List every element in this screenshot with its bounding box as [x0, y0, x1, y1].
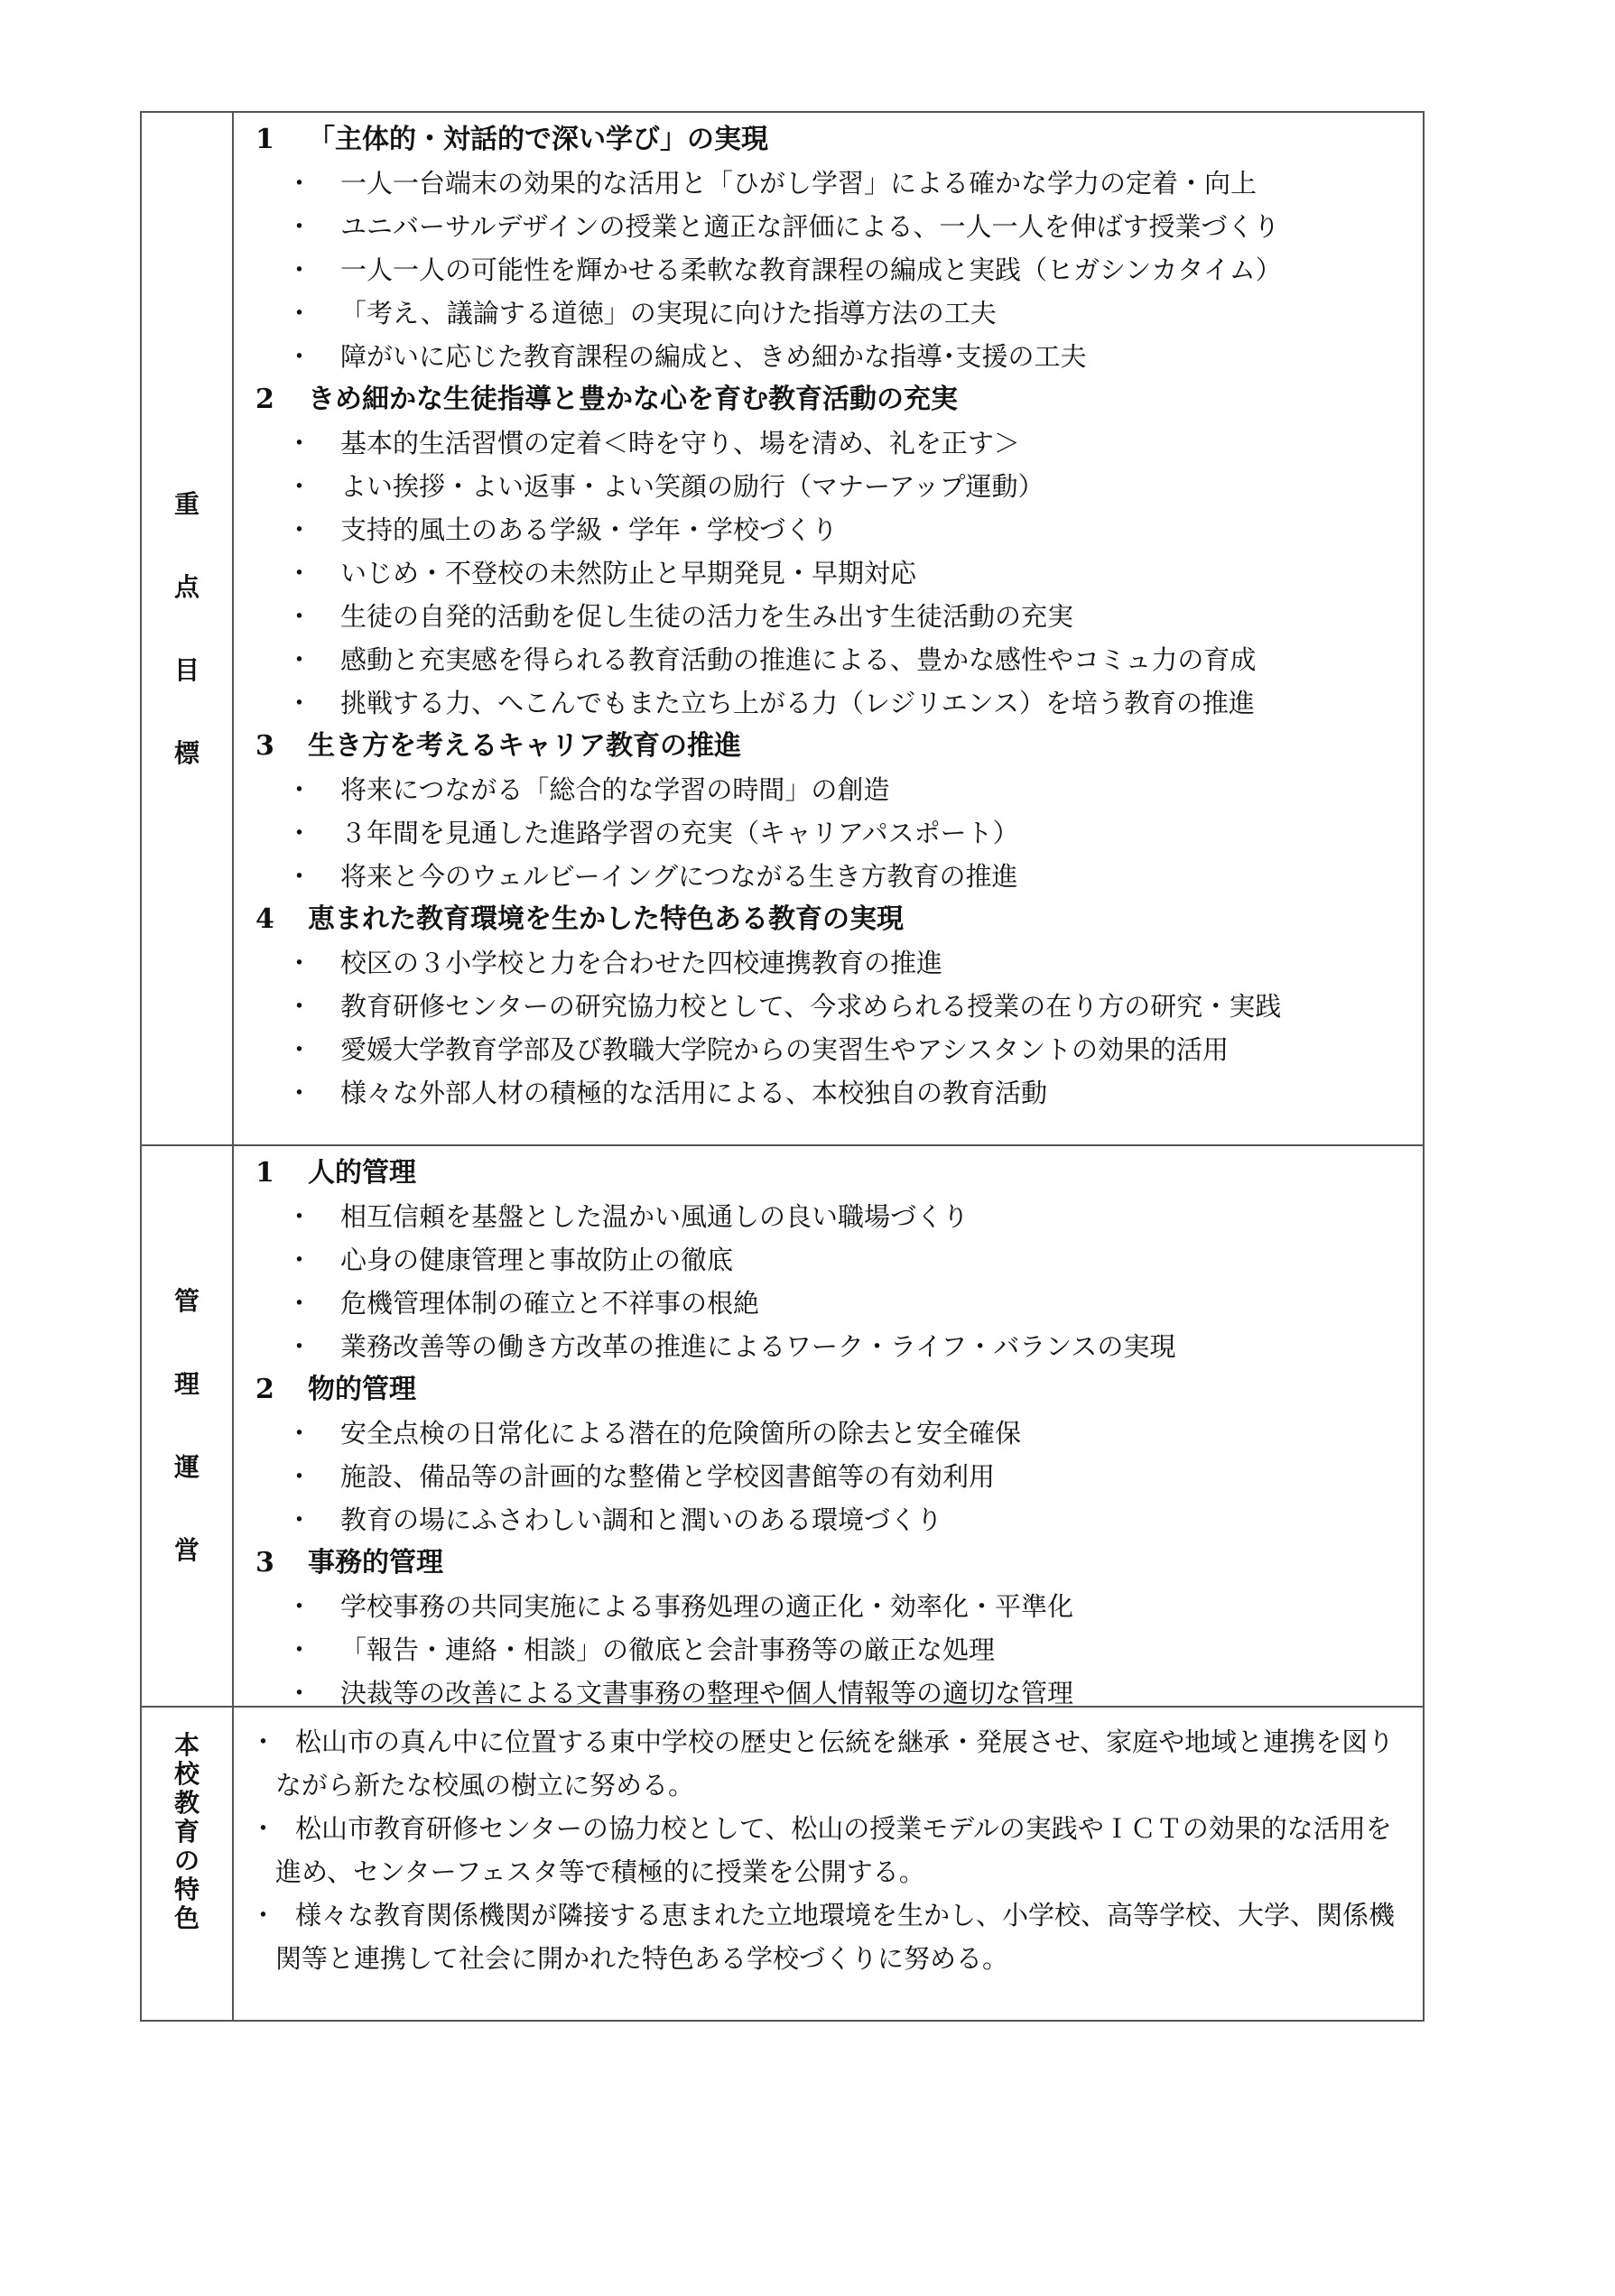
bullet-mark: ・: [286, 774, 313, 805]
label-char: 特: [173, 1875, 200, 1904]
bullet-mark: ・: [286, 818, 313, 848]
bullet-mark: ・: [286, 1331, 313, 1362]
heading-number: 1: [255, 1157, 274, 1189]
list-item: [255, 508, 1405, 551]
management-list: [234, 1146, 1423, 1706]
list-item: [255, 1628, 1405, 1671]
label-char: 営: [173, 1535, 200, 1565]
list-item: [255, 248, 1405, 292]
list-item: [255, 1585, 1405, 1628]
list-item: [255, 162, 1405, 205]
bullet-mark: ・: [286, 1245, 313, 1275]
section-heading: [255, 1368, 1405, 1412]
label-char: 管: [173, 1286, 200, 1316]
list-item-text: 様々な外部人材の積極的な活用による、本校独自の教育活動: [340, 1078, 1048, 1108]
list-item-text: ３年間を見通した進路学習の充実（キャリアパスポート）: [340, 818, 1019, 848]
label-char: 標: [173, 737, 200, 768]
label-cell-management: [141, 1145, 233, 1707]
bullet-mark: ・: [286, 1678, 313, 1708]
bullet-mark: ・: [286, 601, 313, 632]
list-item-text: 生徒の自発的活動を促し生徒の活力を生み出す生徒活動の充実: [340, 601, 1074, 632]
list-item: [255, 1238, 1405, 1282]
bullet-mark: ・: [286, 861, 313, 892]
bullet-mark: ・: [286, 1034, 313, 1065]
bullet-mark: ・: [286, 558, 313, 588]
bullet-mark: ・: [286, 1078, 313, 1108]
goals-list: [234, 113, 1423, 1144]
section-heading: [255, 1152, 1405, 1195]
label-char: の: [173, 1846, 200, 1875]
heading-number: 3: [255, 1547, 274, 1578]
list-item: [255, 638, 1405, 681]
list-item: [255, 1028, 1405, 1071]
list-item: [255, 595, 1405, 638]
row-management: [141, 1145, 1424, 1707]
heading-title: きめ細かな生徒指導と豊かな心を育む教育活動の充実: [308, 384, 958, 415]
bullet-mark: ・: [286, 991, 313, 1022]
section-heading: [255, 118, 1405, 162]
feature-text: 松山市教育研修センターの協力校として、松山の授業モデルの実践やＩＣＴの効果的な活用を進め、センターフェスタ等で積極的に授業を公開する。: [275, 1813, 1392, 1887]
label-char: 運: [173, 1452, 200, 1482]
list-item-text: 学校事務の共同実施による事務処理の適正化・効率化・平準化: [340, 1591, 1074, 1622]
list-item-text: 将来につながる「総合的な学習の時間」の創造: [340, 774, 890, 805]
bullet-mark: ・: [286, 644, 313, 675]
list-item: [255, 985, 1405, 1028]
content-cell-key-goals: [233, 112, 1424, 1145]
content-cell-management: [233, 1145, 1424, 1707]
content-cell-features: [233, 1707, 1424, 2021]
list-item: [255, 941, 1405, 985]
bullet-mark: ・: [286, 1461, 313, 1492]
label-cell-features: [141, 1707, 233, 2021]
label-char: 点: [173, 571, 200, 602]
vertical-label-features: [142, 1731, 232, 1933]
list-item-text: 施設、備品等の計画的な整備と学校図書館等の有効利用: [340, 1461, 996, 1492]
bullet-mark: ・: [286, 948, 313, 978]
section-heading: [255, 378, 1405, 421]
list-item-text: 愛媛大学教育学部及び教職大学院からの実習生やアシスタントの効果的活用: [340, 1034, 1229, 1065]
heading-number: 1: [255, 124, 274, 155]
label-cell-key-goals: [141, 112, 233, 1145]
list-item-text: 業務改善等の働き方改革の推進によるワーク・ライフ・バランスの実現: [340, 1331, 1176, 1362]
bullet-mark: ・: [286, 168, 313, 199]
bullet-mark: ・: [250, 1813, 277, 1844]
list-item-text: 校区の３小学校と力を合わせた四校連携教育の推進: [340, 948, 943, 978]
label-char: 本: [173, 1730, 200, 1760]
list-item-text: 危機管理体制の確立と不祥事の根絶: [340, 1288, 760, 1319]
list-item: [255, 1325, 1405, 1368]
heading-number: 2: [255, 384, 274, 415]
label-char: 校: [173, 1759, 200, 1789]
list-item-text: 相互信頼を基盤とした温かい風通しの良い職場づくり: [340, 1201, 970, 1232]
feature-item: [250, 1720, 1401, 1807]
feature-text: 松山市の真ん中に位置する東中学校の歴史と伝統を継承・発展させ、家庭や地域と連携を図りながら新たな校風の樹立に努める。: [275, 1727, 1395, 1801]
list-item: [255, 1498, 1405, 1541]
section-heading: [255, 725, 1405, 768]
bullet-mark: ・: [286, 341, 313, 372]
list-item: [255, 551, 1405, 595]
heading-title: 「主体的・対話的で深い学び」の実現: [308, 124, 768, 155]
section-heading: [255, 898, 1405, 941]
bullet-mark: ・: [286, 1418, 313, 1449]
label-char: 色: [173, 1903, 200, 1933]
list-item-text: 一人一人の可能性を輝かせる柔軟な教育課程の編成と実践（ヒガシンカタイム）: [340, 255, 1282, 285]
list-item-text: いじめ・不登校の未然防止と早期発見・早期対応: [340, 558, 917, 588]
list-item-text: 基本的生活習慣の定着＜時を守り、場を清め、礼を正す＞: [340, 428, 1020, 458]
list-item-text: 障がいに応じた教育課程の編成と、きめ細かな指導･支援の工夫: [340, 341, 1087, 372]
list-item-text: 安全点検の日常化による潜在的危険箇所の除去と安全確保: [340, 1418, 1022, 1449]
bullet-mark: ・: [286, 471, 313, 502]
list-item: [255, 811, 1405, 855]
list-item: [255, 421, 1405, 465]
list-item: [255, 1455, 1405, 1498]
feature-item: [250, 1893, 1401, 1980]
list-item-text: 「報告・連絡・相談」の徹底と会計事務等の厳正な処理: [340, 1634, 996, 1665]
heading-title: 生き方を考えるキャリア教育の推進: [308, 730, 741, 762]
heading-number: 4: [255, 903, 274, 935]
bullet-mark: ・: [286, 1504, 313, 1535]
list-item-text: ユニバーサルデザインの授業と適正な評価による、一人一人を伸ばす授業づくり: [340, 211, 1280, 242]
bullet-mark: ・: [286, 428, 313, 458]
heading-title: 物的管理: [308, 1374, 416, 1405]
list-item: [255, 292, 1405, 335]
bullet-mark: ・: [250, 1900, 277, 1930]
list-item: [255, 465, 1405, 508]
list-item: [255, 681, 1405, 725]
list-item-text: 感動と充実感を得られる教育活動の推進による、豊かな感性やコミュ力の育成: [340, 644, 1257, 675]
list-item-text: 挑戦する力、へこんでもまた立ち上がる力（レジリエンス）を培う教育の推進: [340, 688, 1255, 718]
list-item-text: よい挨拶・よい返事・よい笑顔の励行（マナーアップ運動）: [340, 471, 1044, 502]
label-char: 教: [173, 1788, 200, 1818]
heading-title: 恵まれた教育環境を生かした特色ある教育の実現: [308, 903, 904, 935]
section-heading: [255, 1541, 1405, 1585]
bullet-mark: ・: [286, 514, 313, 545]
feature-item: [250, 1807, 1401, 1893]
list-item-text: 支持的風土のある学級・学年・学校づくり: [340, 514, 839, 545]
list-item-text: 心身の健康管理と事故防止の徹底: [340, 1245, 734, 1275]
list-item-text: 一人一台端末の効果的な活用と「ひがし学習」による確かな学力の定着・向上: [340, 168, 1258, 199]
list-item-text: 将来と今のウェルビーイングにつながる生き方教育の推進: [340, 861, 1018, 892]
list-item: [255, 1071, 1405, 1115]
row-key-goals: [141, 112, 1424, 1145]
list-item-text: 教育研修センターの研究協力校として、今求められる授業の在り方の研究・実践: [340, 991, 1282, 1022]
list-item-text: 決裁等の改善による文書事務の整理や個人情報等の適切な管理: [340, 1678, 1074, 1708]
bullet-mark: ・: [286, 1201, 313, 1232]
bullet-mark: ・: [286, 1634, 313, 1665]
list-item: [255, 335, 1405, 378]
vertical-label-management: [142, 1260, 232, 1592]
list-item-text: 教育の場にふさわしい調和と潤いのある環境づくり: [340, 1504, 943, 1535]
bullet-mark: ・: [286, 1288, 313, 1319]
list-item: [255, 1195, 1405, 1238]
vertical-label-key-goals: [142, 463, 232, 795]
bullet-mark: ・: [286, 255, 313, 285]
list-item: [255, 855, 1405, 898]
bullet-mark: ・: [286, 688, 313, 718]
school-plan-table: [140, 111, 1425, 2022]
label-char: 目: [173, 654, 200, 685]
label-char: 重: [173, 488, 200, 519]
features-list: [234, 1708, 1423, 2020]
bullet-mark: ・: [286, 298, 313, 329]
bullet-mark: ・: [286, 1591, 313, 1622]
bullet-mark: ・: [250, 1727, 277, 1757]
row-features: [141, 1707, 1424, 2021]
heading-title: 人的管理: [308, 1157, 416, 1189]
list-item: [255, 1282, 1405, 1325]
label-char: 理: [173, 1369, 200, 1399]
feature-text: 様々な教育関係機関が隣接する恵まれた立地環境を生かし、小学校、高等学校、大学、関係機関等と連携して社会に開かれた特色ある学校づくりに努める。: [275, 1900, 1396, 1974]
heading-title: 事務的管理: [308, 1547, 443, 1578]
list-item: [255, 768, 1405, 811]
list-item-text: 「考え、議論する道徳」の実現に向けた指導方法の工夫: [340, 298, 997, 329]
list-item: [255, 205, 1405, 248]
label-char: 育: [173, 1817, 200, 1847]
heading-number: 2: [255, 1374, 274, 1405]
heading-number: 3: [255, 730, 274, 762]
bullet-mark: ・: [286, 211, 313, 242]
list-item: [255, 1412, 1405, 1455]
